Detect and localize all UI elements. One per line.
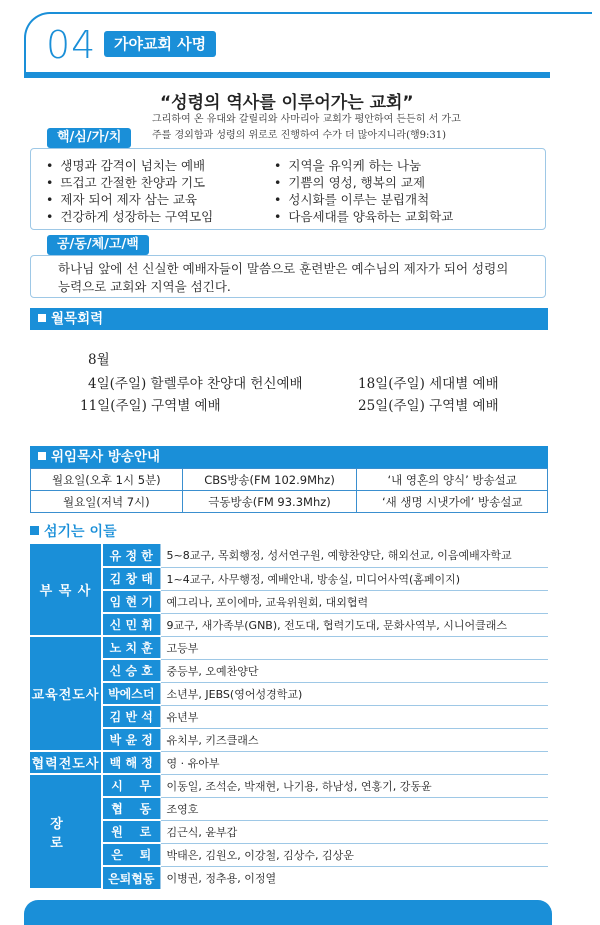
confession-line: 능력으로 교회와 지역을 섬긴다. bbox=[58, 279, 231, 294]
meeting-month: 8월 bbox=[88, 352, 110, 368]
motto-verse-line: 그리하여 온 유대와 갈릴리와 사마리아 교회가 평안하여 든든히 서 가고 bbox=[152, 114, 461, 125]
servants-title-text: 섬기는 이들 bbox=[44, 524, 117, 540]
meeting-event: 18일(주일) 세대별 예배 bbox=[358, 376, 499, 392]
table-row bbox=[30, 659, 548, 682]
table-row bbox=[30, 613, 548, 636]
core-values-left bbox=[46, 157, 213, 225]
servant-name: 박에스더 bbox=[102, 682, 160, 705]
square-bullet-icon bbox=[30, 526, 39, 535]
table-row bbox=[30, 774, 548, 797]
section-number: 04 bbox=[46, 23, 97, 67]
broadcast-time: 월요일(오후 1시 5분) bbox=[31, 469, 183, 491]
servants-section-title bbox=[30, 521, 117, 541]
broadcast-section-title: 위임목사 방송안내 bbox=[51, 449, 161, 465]
table-row bbox=[30, 590, 548, 613]
servant-role: 소년부, JEBS(영어성경학교) bbox=[160, 682, 548, 705]
table-row bbox=[30, 682, 548, 705]
table-row bbox=[30, 544, 548, 567]
page-header bbox=[0, 0, 600, 78]
square-bullet-icon bbox=[38, 314, 46, 322]
servant-role: 김근식, 윤부갑 bbox=[160, 820, 548, 843]
group-education-evangelists: 교육전도사 bbox=[30, 636, 102, 751]
table-row bbox=[30, 866, 548, 889]
motto-verse bbox=[152, 112, 497, 144]
core-value-item: • 기쁨의 영성, 행복의 교제 bbox=[274, 174, 453, 191]
servant-role: 5~8교구, 목회행정, 성서연구원, 예향찬양단, 해외선교, 이음예배자학교 bbox=[160, 544, 548, 567]
motto-verse-line: 주를 경외함과 성령의 위로로 진행하여 수가 더 많아지니라(행9:31) bbox=[152, 130, 447, 141]
servant-role: 예그리나, 포이에마, 교육위원회, 대외협력 bbox=[160, 590, 548, 613]
servant-name: 박 윤 정 bbox=[102, 728, 160, 751]
servant-name: 은퇴협동 bbox=[102, 866, 160, 889]
confession-line: 하나님 앞에 선 신실한 예배자들이 말씀으로 훈련받은 예수님의 제자가 되어 성령의 bbox=[58, 261, 509, 276]
core-values-label: 핵/심/가/치 bbox=[47, 128, 131, 148]
servant-role: 유치부, 키즈클래스 bbox=[160, 728, 548, 751]
table-row bbox=[30, 728, 548, 751]
table-row bbox=[30, 567, 548, 590]
core-value-item: • 성시화를 이루는 분립개척 bbox=[274, 191, 453, 208]
servant-name: 노 치 훈 bbox=[102, 636, 160, 659]
servant-name: 신 승 호 bbox=[102, 659, 160, 682]
servant-role: 박태은, 김원오, 이강철, 김상수, 김상운 bbox=[160, 843, 548, 866]
servant-role: 유년부 bbox=[160, 705, 548, 728]
servant-role: 조영호 bbox=[160, 797, 548, 820]
broadcast-section-bar bbox=[30, 446, 548, 468]
servant-name: 김 반 석 bbox=[102, 705, 160, 728]
servant-role: 1~4교구, 사무행정, 예배안내, 방송실, 미디어사역(홈페이지) bbox=[160, 567, 548, 590]
servant-role: 영 · 유아부 bbox=[160, 751, 548, 774]
servant-name: 시 무 bbox=[102, 774, 160, 797]
core-value-item: • 지역을 유익케 하는 나눔 bbox=[274, 157, 453, 174]
group-cooperating-evangelists: 협력전도사 bbox=[30, 751, 102, 774]
meeting-section-title: 월목회력 bbox=[51, 311, 104, 327]
servant-role: 9교구, 새가족부(GNB), 전도대, 협력기도대, 문화사역부, 시니어클래스 bbox=[160, 613, 548, 636]
meeting-event: 11일(주일) 구역별 예배 bbox=[80, 398, 221, 414]
table-row bbox=[30, 751, 548, 774]
table-row bbox=[31, 491, 548, 513]
group-associate-pastors: 부 목 사 bbox=[30, 544, 102, 636]
servant-name: 원 로 bbox=[102, 820, 160, 843]
servant-name: 협 동 bbox=[102, 797, 160, 820]
table-row bbox=[30, 843, 548, 866]
table-row bbox=[30, 705, 548, 728]
broadcast-program: ‘새 생명 시냇가에’ 방송설교 bbox=[357, 491, 548, 513]
servants-table bbox=[30, 544, 548, 890]
table-row bbox=[31, 469, 548, 491]
servant-name: 신 민 휘 bbox=[102, 613, 160, 636]
meeting-event: 25일(주일) 구역별 예배 bbox=[358, 398, 499, 414]
core-value-item: • 뜨겁고 간절한 찬양과 기도 bbox=[46, 174, 213, 191]
servant-role: 고등부 bbox=[160, 636, 548, 659]
broadcast-time: 월요일(저녁 7시) bbox=[31, 491, 183, 513]
servant-name: 은 퇴 bbox=[102, 843, 160, 866]
servant-name: 백 해 정 bbox=[102, 751, 160, 774]
motto-title: “성령의 역사를 이루어가는 교회” bbox=[160, 93, 414, 113]
table-row bbox=[30, 636, 548, 659]
core-values-right bbox=[274, 157, 453, 225]
section-title: 가야교회 사명 bbox=[104, 31, 216, 57]
servant-role: 이동일, 조석순, 박재현, 나기용, 하남성, 연홍기, 강동윤 bbox=[160, 774, 548, 797]
servant-name: 김 창 태 bbox=[102, 567, 160, 590]
servant-role: 중등부, 오예찬양단 bbox=[160, 659, 548, 682]
core-value-item: • 제자 되어 제자 삼는 교육 bbox=[46, 191, 213, 208]
table-row bbox=[30, 820, 548, 843]
square-bullet-icon bbox=[38, 452, 46, 460]
table-row bbox=[30, 797, 548, 820]
servant-role: 이병권, 정추용, 이정열 bbox=[160, 866, 548, 889]
broadcast-station: CBS방송(FM 102.9Mhz) bbox=[182, 469, 357, 491]
core-value-item: • 다음세대를 양육하는 교회학교 bbox=[274, 208, 453, 225]
broadcast-table bbox=[30, 468, 548, 513]
header-underline bbox=[24, 72, 550, 78]
confession-label: 공/동/체/고/백 bbox=[47, 235, 149, 255]
footer-bar bbox=[24, 900, 552, 925]
meeting-event: 4일(주일) 할렐루야 찬양대 헌신예배 bbox=[88, 376, 303, 392]
confession-text bbox=[58, 260, 528, 296]
core-value-item: • 생명과 감격이 넘치는 예배 bbox=[46, 157, 213, 174]
meeting-section-bar bbox=[30, 308, 548, 330]
servant-name: 임 현 기 bbox=[102, 590, 160, 613]
broadcast-program: ‘내 영혼의 양식’ 방송설교 bbox=[357, 469, 548, 491]
core-value-item: • 건강하게 성장하는 구역모임 bbox=[46, 208, 213, 225]
servant-name: 유 정 한 bbox=[102, 544, 160, 567]
group-elders: 장 로 bbox=[30, 774, 102, 889]
broadcast-station: 극동방송(FM 93.3Mhz) bbox=[182, 491, 357, 513]
